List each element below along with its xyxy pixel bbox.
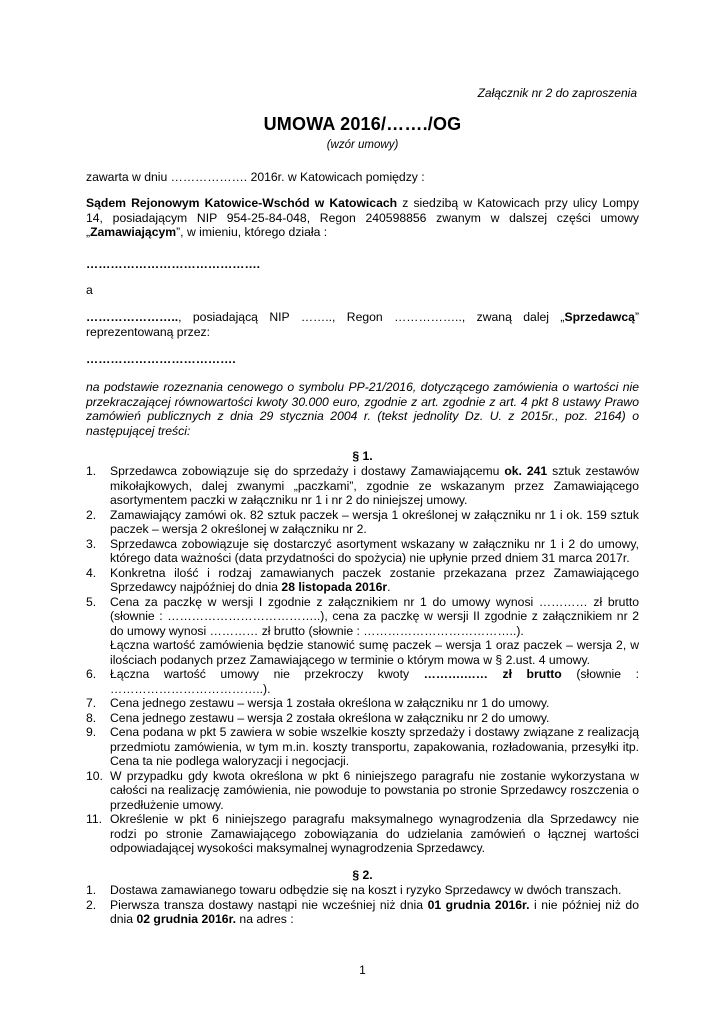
legal-basis: na podstawie rozeznania cenowego o symbolu PP-21/2016, dotyczącego zamówienia o wartości nie przekraczającej równowartości kwoty 30.000 euro, zgodnie z art. zgodnie z art. 4 pkt 8 ustawy Prawo zamówień publicznych z dnia 29 stycznia 2004 r. (tekst jednolity Dz. U. z 2015r., poz. 2164) o następującej treści: — [86, 380, 639, 438]
signatory1-dots: ……………………………………. — [86, 257, 261, 271]
party2-text1: , posiadającą NIP …….., Regon …………….., zwaną dalej „ — [178, 310, 565, 324]
section1-list — [86, 464, 639, 856]
page-number: 1 — [359, 963, 366, 977]
conjunction-a: a — [86, 283, 93, 297]
contract-subtitle: (wzór umowy) — [326, 139, 399, 151]
list-item: 11. Określenie w pkt 6 niniejszego paragrafu maksymalnego wynagrodzenia dla Sprzedawcy nie rodzi po stronie Zamawiającego zobowiązania do udzielania zamówień o łącznej wartości odpowiadającej wysokości maksymalnej wynagrodzenia Sprzedawcy. — [86, 812, 639, 855]
list-item: 10. W przypadku gdy kwota określona w pkt 6 niniejszego paragrafu nie zostanie wykorzystana w całości na realizację zamówienia, nie powoduje to powstania po stronie Sprzedawcy roszczenia o przedłużenie umowy. — [86, 768, 639, 812]
annex-label: Załącznik nr 2 do zaproszenia — [477, 86, 637, 100]
list-item: 7. Cena jednego zestawu – wersja 1 została określona w załączniku nr 1 do umowy. — [86, 696, 550, 710]
list-item: 9. Cena podana w pkt 5 zawiera w sobie wszelkie koszty sprzedaży i dostawy związane z realizacją przedmiotu zamówienia, w tym m.in. koszty transportu, zapakowania, rozładowania, przesyłki itp. Cena ta nie podlega waloryzacji i negocjacji. — [86, 725, 639, 768]
intro-line: zawarta w dniu ………………. 2016r. w Katowicach pomiędzy : — [86, 170, 425, 184]
section2-list — [86, 883, 639, 927]
party1-text1: z siedzibą w Katowicach przy ulicy Lompy 14, posiadającym NIP 954-25-84-048, Regon 240598856 zwanym w dalszej części umowy „ — [86, 196, 639, 239]
list-item: 4. Konkretna ilość i rodzaj zamawianych paczek zostanie przekazana przez Zamawiającego Sprzedawcy najpóźniej do dnia 28 listopada 2016r. — [86, 565, 639, 594]
signatory2-dots: ………………………………. — [86, 352, 236, 366]
section2-heading: § 2. — [352, 868, 373, 882]
party1-text2: ”, w imieniu, którego działa : — [176, 225, 328, 239]
list-item: 5. Cena za paczkę w wersji I zgodnie z załącznikiem nr 1 do umowy wynosi ………… zł brutto (słownie : ………………………………..), cena za paczkę w wersji II zgodnie z załącznikiem nr 2 do umowy wynosi ………… zł brutto (słownie : ………………………………..). Łączna wartość zamówienia będzie stanowić sumę paczek – wersja 1 oraz paczek – wersja 2, w ilościach podanych przez Zamawiającego w terminie o którym mowa w § 2.ust. 4 umowy. — [86, 594, 639, 667]
party1-paragraph — [86, 196, 639, 240]
party2-paragraph — [86, 310, 639, 339]
list-item: 6. Łączna wartość umowy nie przekroczy kwoty ……….…… zł brutto (słownie : ………………………………..). — [86, 667, 639, 696]
list-item: 3. Sprzedawca zobowiązuje się dostarczyć asortyment wskazany w załączniku nr 1 i 2 do umowy, którego data ważności (data przydatności do spożycia) nie upłynie przed dniem 31 marca 2017r. — [86, 536, 639, 565]
party2-text2: ” reprezentowaną przez: — [86, 310, 639, 339]
list-item: 1. Sprzedawca zobowiązuje się do sprzedaży i dostawy Zamawiającemu ok. 241 sztuk zestawów mikołajkowych, dalej zwanymi „paczkami”, zgodnie ze wskazanym przez Zamawiającego asortymentem paczki w załączniku nr 1 i nr 2 do niniejszej umowy. — [86, 464, 639, 507]
list-item: 8. Cena jednego zestawu – wersja 2 została określona w załączniku nr 2 do umowy. — [86, 710, 550, 725]
list-item: 2. Pierwsza transza dostawy nastąpi nie wcześniej niż dnia 01 grudnia 2016r. i nie później niż do dnia 02 grudnia 2016r. na adres : — [86, 897, 639, 926]
party2-role: Sprzedawcą — [564, 310, 635, 324]
list-item: 1. Dostawa zamawianego towaru odbędzie się na koszt i ryzyko Sprzedawcy w dwóch transzach. — [86, 883, 622, 897]
party2-dots: ………………….. — [86, 310, 179, 324]
list-item: 2. Zamawiający zamówi ok. 82 sztuk paczek – wersja 1 określonej w załączniku nr 1 i ok. 159 sztuk paczek – wersja 2 określonej w załączniku nr 2. — [86, 507, 639, 536]
section1-heading: § 1. — [352, 449, 373, 463]
contract-title: UMOWA 2016/……./OG — [263, 114, 462, 134]
party1-role: Zamawiającym — [90, 225, 177, 239]
party1-name: Sądem Rejonowym Katowice-Wschód w Katowicach — [86, 196, 398, 210]
